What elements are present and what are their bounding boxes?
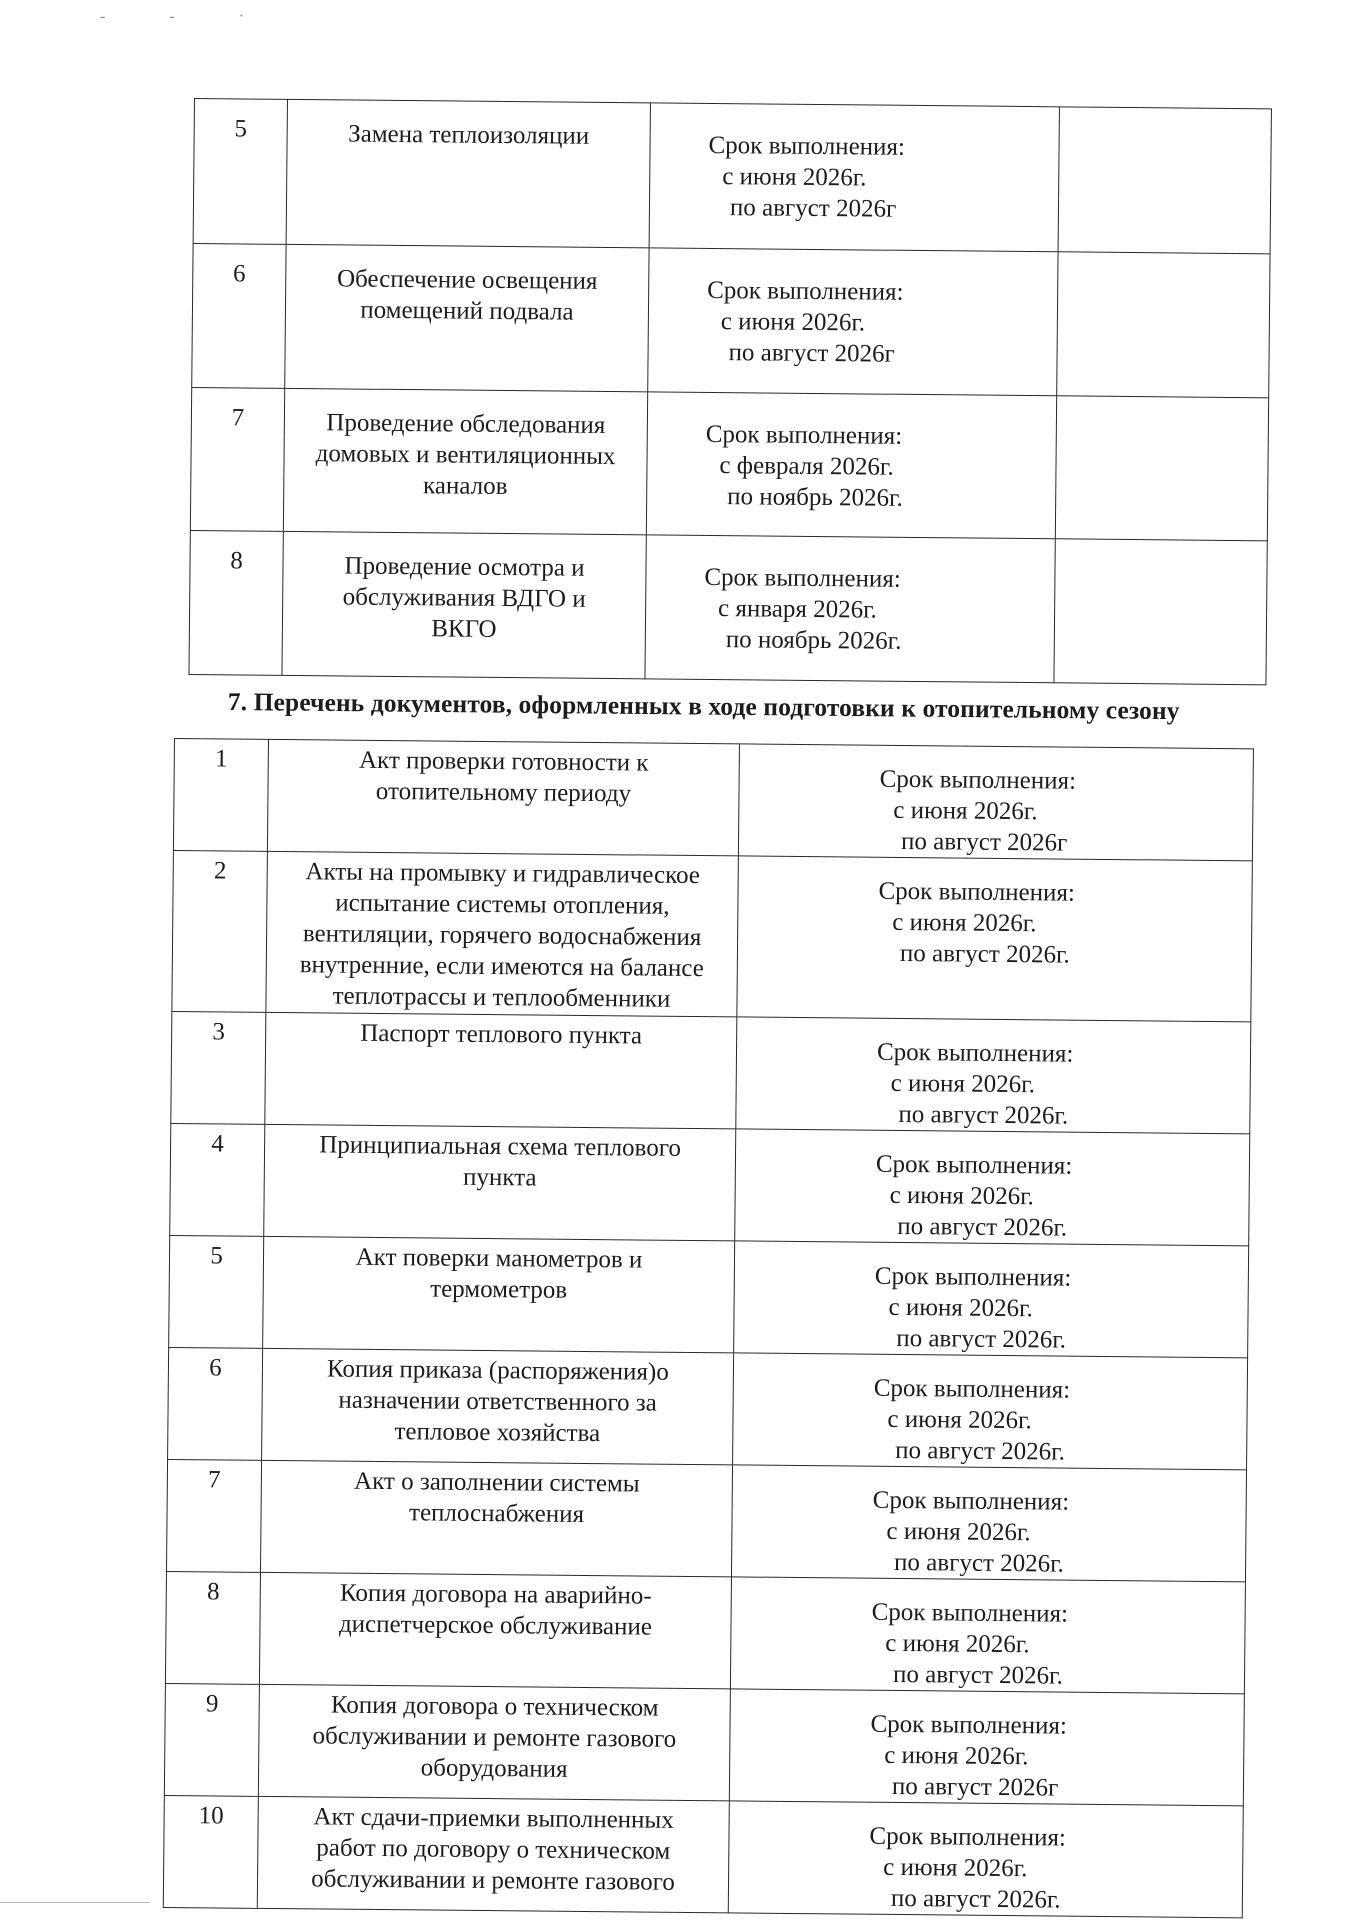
item-name-line: теплоснабжения — [408, 1499, 585, 1528]
deadline-line: Срок выполнения: — [875, 1150, 1073, 1180]
item-name-cell — [263, 1236, 735, 1353]
row-number: 7 — [166, 1459, 261, 1572]
deadline-cell — [730, 1577, 1245, 1694]
deadline-line: по август 2026г — [900, 827, 1068, 857]
deadline-line: с июня 2026г. — [893, 796, 1038, 826]
deadline-cell — [729, 1689, 1244, 1806]
item-name-cell — [258, 1684, 730, 1801]
table-row — [164, 1683, 1244, 1805]
item-name-line: Акт о заполнении системы — [353, 1467, 640, 1498]
deadline-line: с июня 2026г. — [885, 1629, 1030, 1659]
item-name-cell — [262, 1348, 734, 1465]
deadline-line: по август 2026г. — [895, 1436, 1066, 1466]
table-row — [163, 1795, 1243, 1917]
scan-marks: ‐ ‐ · — [100, 8, 274, 25]
deadline-line: по август 2026г. — [893, 1548, 1064, 1578]
item-name-line: Копия приказа (распоряжения)о — [326, 1355, 669, 1386]
deadline-cell — [649, 103, 1059, 252]
table-row — [173, 739, 1253, 861]
deadline-cell — [736, 1017, 1251, 1134]
empty-cell — [1057, 252, 1270, 398]
deadline-line: Срок выполнения: — [871, 1598, 1069, 1628]
deadline-line: с февраля 2026г. — [719, 452, 894, 481]
table-row — [190, 387, 1268, 540]
item-name-line: Акты на промывку и гидравлическое — [305, 858, 701, 890]
empty-cell — [1054, 539, 1267, 685]
table-row — [192, 243, 1270, 397]
row-number: 6 — [168, 1347, 263, 1460]
table-row — [168, 1347, 1248, 1469]
documents-table-body — [163, 739, 1253, 1918]
item-name-line: оборудования — [420, 1754, 568, 1783]
table-row — [193, 99, 1271, 254]
row-number: 10 — [163, 1795, 258, 1908]
table-row — [171, 1011, 1251, 1133]
item-name-line: обслуживании и ремонте газового — [311, 1865, 675, 1896]
item-name-line: диспетчерское обслуживание — [338, 1610, 653, 1641]
deadline-cell — [645, 535, 1055, 683]
item-name-line: Акт проверки готовности к — [358, 746, 649, 777]
deadline-line: с июня 2026г. — [888, 1293, 1033, 1323]
deadline-cell — [648, 248, 1058, 396]
item-name-cell — [283, 388, 647, 534]
deadline-cell — [731, 1465, 1246, 1582]
item-name-cell — [266, 851, 739, 1017]
item-name-line: назначении ответственного за — [338, 1386, 657, 1417]
deadline-line: с июня 2026г. — [887, 1405, 1032, 1435]
deadline-line: с июня 2026г. — [890, 1069, 1036, 1099]
deadline-line: с июня 2026г. — [720, 308, 866, 337]
row-number: 4 — [170, 1123, 265, 1236]
item-name-line: обслуживания ВДГО и — [342, 583, 586, 613]
deadline-cell — [735, 1129, 1250, 1246]
deadline-line: с июня 2026г. — [883, 1853, 1028, 1883]
item-name-cell — [265, 1012, 737, 1129]
deadline-cell — [737, 856, 1253, 1022]
deadline-line: по август 2026г — [891, 1772, 1059, 1802]
table-row — [166, 1459, 1246, 1581]
item-name-line: Принципиальная схема теплового — [319, 1131, 682, 1162]
deadline-line: с июня 2026г. — [892, 908, 1037, 938]
item-name-cell — [286, 99, 650, 247]
deadline-line: Срок выполнения: — [704, 563, 901, 593]
table-row — [172, 850, 1252, 1021]
table-row — [165, 1571, 1245, 1693]
item-name-line: Копия договора о техническом — [330, 1691, 659, 1722]
item-name-line: термометров — [430, 1275, 568, 1304]
table-row — [170, 1123, 1250, 1245]
deadline-line: Срок выполнения: — [869, 1822, 1066, 1852]
deadline-line: Срок выполнения: — [879, 765, 1077, 795]
item-name-cell — [282, 531, 646, 678]
item-name-line: Копия договора на аварийно- — [339, 1579, 652, 1610]
item-name-line: испытание системы отопления, — [335, 889, 670, 920]
documents-table — [163, 738, 1254, 1918]
item-name-line: Проведение обследования — [326, 409, 606, 439]
deadline-cell — [734, 1241, 1249, 1358]
deadline-line: по ноябрь 2026г. — [725, 626, 902, 655]
item-name-line: каналов — [422, 472, 508, 501]
scan-edge-line — [0, 1902, 150, 1903]
table-row — [169, 1235, 1249, 1357]
row-number: 5 — [169, 1235, 264, 1348]
deadline-line: Срок выполнения: — [707, 276, 904, 306]
deadline-line: по август 2026г. — [892, 1660, 1063, 1690]
item-name-cell — [257, 1796, 729, 1913]
deadline-line: Срок выполнения: — [876, 1038, 1074, 1068]
deadline-cell — [728, 1801, 1243, 1918]
deadline-cell — [738, 744, 1253, 861]
deadline-line: по август 2026г. — [896, 1324, 1067, 1354]
item-name-line: Обеспечение освещения — [336, 265, 598, 295]
item-name-line: теплотрассы и теплообменники — [332, 982, 671, 1013]
deadline-line: с июня 2026г. — [886, 1517, 1031, 1547]
works-table-body — [189, 99, 1271, 685]
item-name-cell — [259, 1572, 731, 1689]
row-number: 3 — [171, 1011, 266, 1124]
deadline-line: с июня 2026г. — [889, 1181, 1034, 1211]
item-name-cell — [264, 1124, 736, 1241]
item-name-line: Акт поверки манометров и — [355, 1243, 643, 1274]
deadline-line: Срок выполнения: — [873, 1374, 1071, 1404]
item-name-line: вентиляции, горячего водоснабжения — [302, 920, 702, 952]
deadline-line: с июня 2026г. — [722, 163, 867, 192]
empty-cell — [1058, 107, 1271, 254]
deadline-line: по август 2026г — [729, 194, 897, 223]
deadline-line: по август 2026г — [728, 339, 896, 368]
row-number: 6 — [192, 243, 286, 388]
item-name-line: обслуживании и ремонте газового — [312, 1722, 677, 1753]
deadline-line: по август 2026г. — [899, 939, 1070, 969]
item-name-line: Паспорт теплового пункта — [360, 1019, 643, 1050]
deadline-line: Срок выполнения: — [878, 877, 1076, 907]
item-name-line: пункта — [462, 1163, 537, 1192]
item-name-cell — [285, 244, 649, 391]
row-number: 8 — [189, 530, 283, 675]
item-name-line: отопительному периоду — [375, 777, 632, 808]
deadline-cell — [646, 392, 1056, 539]
deadline-line: Срок выполнения: — [872, 1486, 1070, 1516]
row-number: 7 — [190, 387, 284, 531]
empty-cell — [1055, 396, 1268, 541]
deadline-line: с июня 2026г. — [884, 1741, 1029, 1771]
row-number: 5 — [193, 99, 287, 245]
deadline-line: с января 2026г. — [717, 595, 877, 624]
row-number: 2 — [172, 850, 268, 1012]
item-name-line: помещений подвала — [360, 296, 574, 326]
item-name-line: работ по договору о техническом — [316, 1834, 671, 1865]
section-heading: 7. Перечень документов, оформленных в ходе подготовки к отопительному сезону — [227, 687, 1180, 726]
works-table — [188, 98, 1271, 685]
item-name-line: Акт сдачи-приемки выполненных — [313, 1803, 674, 1834]
deadline-line: по ноябрь 2026г. — [727, 483, 903, 512]
item-name-line: Замена теплоизоляции — [348, 120, 590, 150]
deadline-cell — [733, 1353, 1248, 1470]
deadline-line: Срок выполнения: — [870, 1710, 1068, 1740]
deadline-line: Срок выполнения: — [708, 131, 906, 161]
row-number: 8 — [165, 1571, 260, 1684]
deadline-line: Срок выполнения: — [705, 420, 903, 450]
deadline-line: по август 2026г. — [898, 1100, 1069, 1130]
item-name-cell — [260, 1460, 732, 1577]
item-name-line: тепловое хозяйства — [394, 1418, 601, 1448]
item-name-cell — [267, 739, 739, 856]
item-name-line: Проведение осмотра и — [344, 552, 585, 582]
row-number: 1 — [173, 739, 268, 852]
deadline-line: Срок выполнения: — [874, 1262, 1072, 1292]
table-row — [189, 530, 1267, 684]
deadline-line: по август 2026г. — [897, 1212, 1068, 1242]
item-name-line: ВКГО — [431, 615, 497, 643]
deadline-line: по август 2026г. — [890, 1884, 1061, 1914]
row-number: 9 — [164, 1683, 259, 1796]
item-name-line: домовых и вентиляционных — [315, 440, 616, 471]
item-name-line: внутренние, если имеются на балансе — [299, 951, 704, 983]
